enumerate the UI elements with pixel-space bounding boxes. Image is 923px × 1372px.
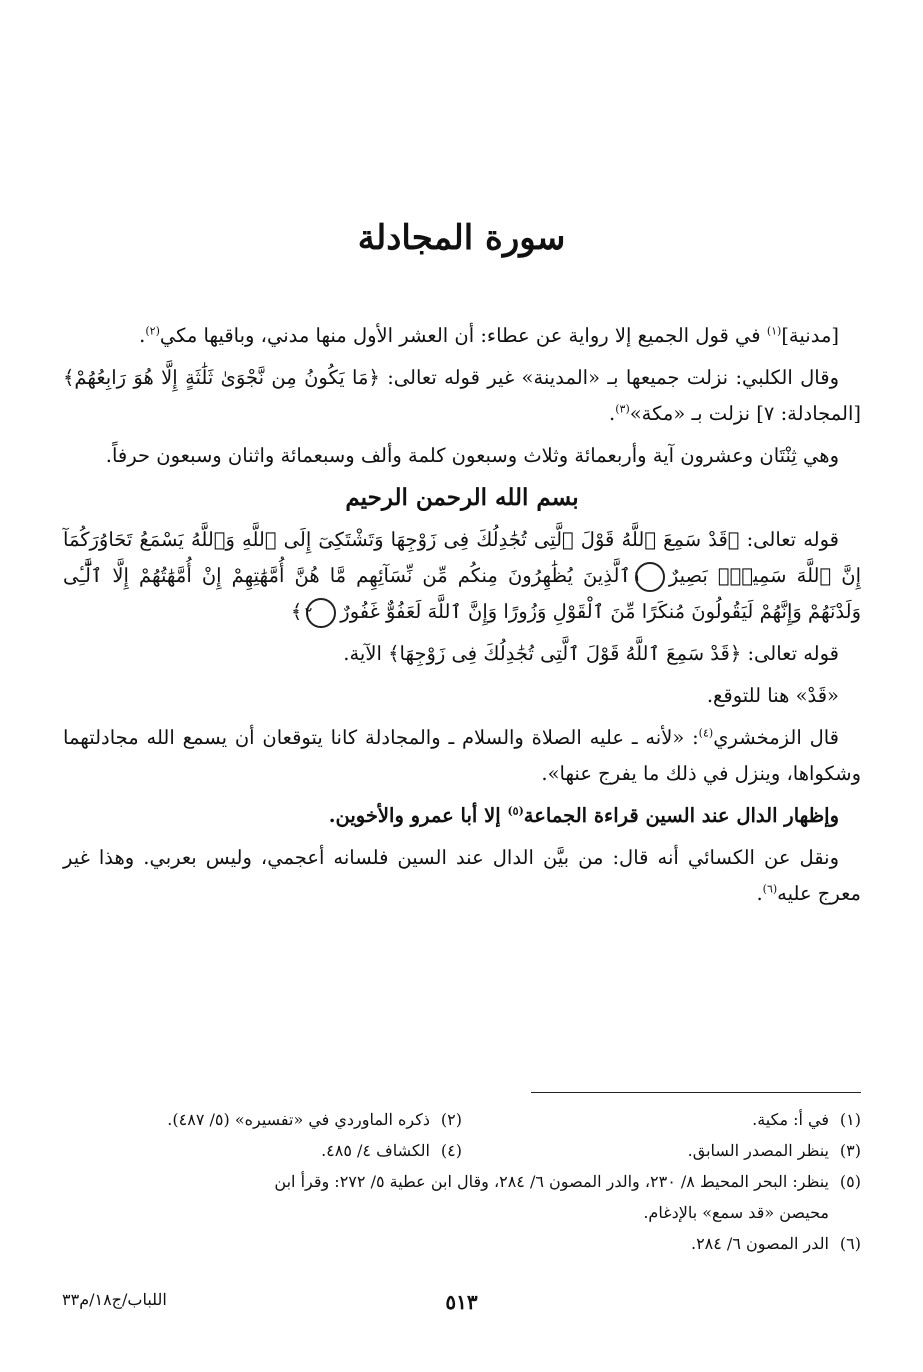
paragraph-qad: «قَدْ» هنا للتوقع. (706, 684, 839, 707)
paragraph-kisai (63, 840, 861, 912)
footnote-text: الكشاف ٤/ ٤٨٥. (321, 1141, 430, 1160)
text-span: . (139, 324, 146, 347)
paragraph-revelation (63, 318, 861, 354)
text-span: قال الزمخشري (713, 726, 839, 749)
text-span: في قول الجميع إلا رواية عن عطاء: أن العشر الأول منها مدني، وباقيها مكي (159, 324, 767, 347)
text-span: ونقل عن الكسائي أنه قال: من بيَّن الدال عند السين فلسانه أعجمي، وليس بعربي. وهذا غير معرج عليه (63, 846, 861, 905)
footnote-row (63, 1228, 861, 1259)
text-span: . (609, 402, 616, 425)
paragraph-kalbi (63, 360, 861, 432)
text-span: وإظهار الدال عند السين قراءة الجماعة (523, 804, 839, 827)
footnotes (63, 1104, 861, 1259)
text-span: : «لأنه ـ عليه الصلاة والسلام ـ والمجادلة كانا يتوقعان أن يسمع الله مجادلتهما وشكواها، وينزل في ذلك ما يفرج عنها». (63, 726, 861, 785)
ayah-number-marker: ١ (635, 562, 665, 592)
text-span: قوله تعالى: (741, 642, 839, 665)
paragraph-zamakhshari (63, 720, 861, 792)
footnote-number: (٣) (839, 1141, 861, 1160)
footnote-continuation: محيصن «قد سمع» بالإدغام. (643, 1203, 829, 1222)
paragraph-commentary-verse (63, 636, 861, 672)
main-text (63, 318, 861, 918)
print-signature: اللباب/ج١٨/م٣٣ (62, 1290, 167, 1309)
footnote-ref[interactable]: (٣) (615, 402, 630, 416)
quran-quote: ﴿قَدْ سَمِعَ ٱللَّهُ قَوْلَ ٱلَّتِى تُجَٰدِلُكَ فِى زَوْجِهَا﴾ (388, 642, 742, 665)
footnote-text: الدر المصون ٦/ ٢٨٤. (690, 1234, 829, 1253)
quran-verse-2: ٱلَّذِينَ يُظَٰهِرُونَ مِنكُم مِّن نِّسَآئِهِم مَّا هُنَّ أُمَّهَٰتِهِمْ إِنْ أُمَّهَٰتُهُمْ إِلَّا ٱلَّٰٓـِٔى وَلَدْنَهُمْ وَإِنَّهُمْ لَيَقُولُونَ مُنكَرًا مِّنَ ٱلْقَوْلِ وَزُورًا وَإِنَّ ٱللَّهَ لَعَفُوٌّ غَفُورٌ (63, 564, 861, 623)
paragraph-counts: وهي ثِنْتَان وعشرون آية وأربعمائة وثلاث وسبعون كلمة وألف وسبعمائة واثنان وسبعون حرفاً. (105, 444, 839, 467)
surah-title: سورة المجادلة (357, 218, 566, 258)
text-span: . (756, 882, 763, 905)
page-number: ٥١٣ (445, 1290, 478, 1314)
text-span: قوله تعالى: (739, 528, 839, 551)
footnote-5 (63, 1166, 861, 1228)
footnote-4 (63, 1135, 462, 1166)
footnote-number: (٦) (839, 1234, 861, 1253)
footnote-ref[interactable]: (١) (766, 324, 782, 338)
footnote-row (63, 1104, 861, 1135)
footnote-number: (٥) (839, 1172, 861, 1191)
footnote-1 (462, 1104, 861, 1135)
text-span: ﴾ (290, 600, 303, 623)
text-span: الآية. (343, 642, 389, 665)
quran-quote: ﴿مَا يَكُونُ مِن نَّجْوَىٰ ثَلَٰثَةٍ إِلَّا هُوَ رَابِعُهُمْ﴾ (63, 366, 380, 389)
footnote-number: (١) (839, 1110, 861, 1129)
text-span: [المجادلة: ٧] نزلت بـ «مكة» (629, 402, 861, 425)
quran-verse-1: ﴿قَدْ سَمِعَ ٱللَّهُ قَوْلَ ٱلَّتِى تُجَٰدِلُكَ فِى زَوْجِهَا وَتَشْتَكِىٓ إِلَى ٱللَّهِ وَٱللَّهُ يَسْمَعُ تَحَاوُرَكُمَآ إِنَّ ٱللَّهَ سَمِيعٌۢ بَصِيرٌ (63, 528, 861, 587)
footnote-number: (٢) (440, 1110, 462, 1129)
footnote-text: في أ: مكية. (752, 1110, 829, 1129)
footnote-3 (462, 1135, 861, 1166)
ayah-number-marker: ٢ (306, 598, 336, 628)
paragraph-verses (63, 522, 861, 630)
footnote-2 (63, 1104, 462, 1135)
footnote-number: (٤) (440, 1141, 462, 1160)
footnote-divider (531, 1092, 861, 1093)
footnote-text: ينظر: البحر المحيط ٨/ ٢٣٠، والدر المصون ٦/ ٢٨٤، وقال ابن عطية ٥/ ٢٧٢: وقرأ ابن (274, 1172, 829, 1191)
text-span: [مدنية] (781, 324, 839, 347)
footnote-ref[interactable]: (٤) (698, 726, 714, 740)
footnote-text: ينظر المصدر السابق. (687, 1141, 829, 1160)
footnote-ref[interactable]: (٦) (762, 882, 778, 896)
footnote-ref[interactable]: (٢) (145, 324, 160, 338)
footnote-6 (63, 1228, 861, 1259)
basmala: بسم الله الرحمن الرحيم (345, 484, 579, 511)
footnote-ref[interactable]: (٥) (507, 804, 524, 818)
footnote-row (63, 1166, 861, 1228)
text-span: وقال الكلبي: نزلت جميعها بـ «المدينة» غير قوله تعالى: (379, 366, 839, 389)
footnote-text: ذكره الماوردي في «تفسيره» (٥/ ٤٨٧). (167, 1110, 430, 1129)
paragraph-recitation (63, 798, 861, 834)
text-span: إلا أبا عمرو والأخوين. (328, 804, 508, 827)
footnote-row (63, 1135, 861, 1166)
